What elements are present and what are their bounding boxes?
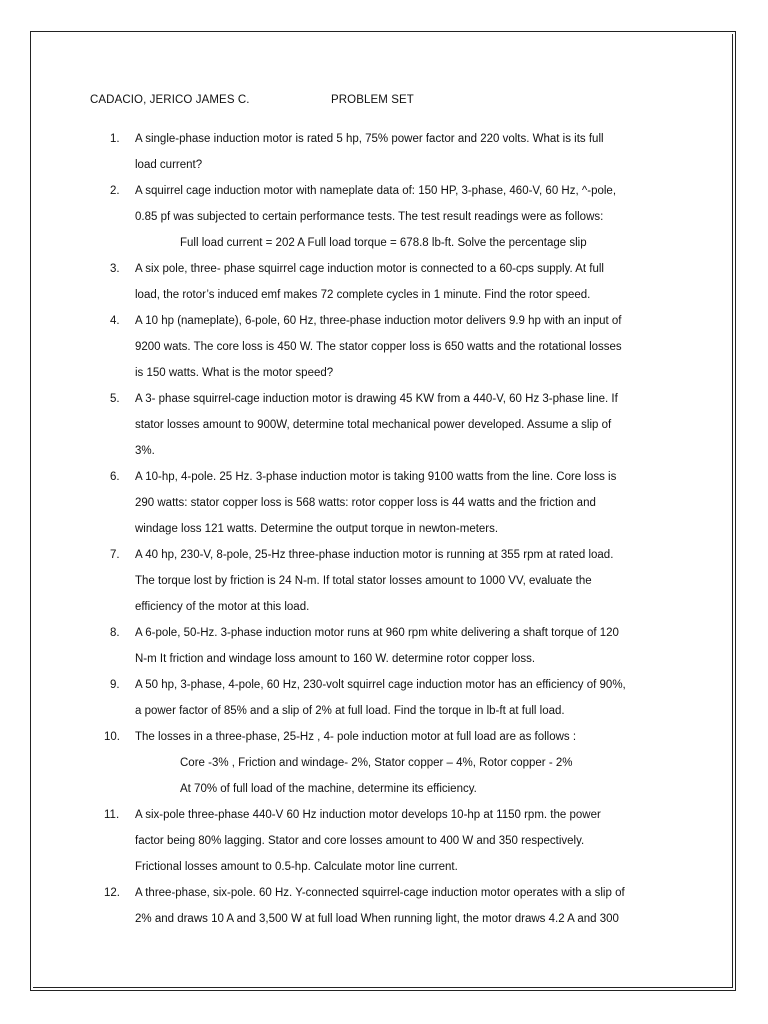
problem-text-line: N-m It friction and windage loss amount to 160 W. determine rotor copper loss. [135,653,536,665]
problem-number: 9. [110,679,120,691]
problem-text-line: is 150 watts. What is the motor speed? [135,367,334,379]
problem-number: 5. [110,393,120,405]
problem-text-line: A three-phase, six-pole. 60 Hz. Y-connected squirrel-cage induction motor operates with a slip of [135,887,625,899]
problem-number: 3. [110,263,120,275]
document-title: PROBLEM SET [331,94,414,106]
problem-text-line: At 70% of full load of the machine, determine its efficiency. [180,783,477,795]
problem-number: 12. [104,887,120,899]
problem-number: 11. [104,809,120,821]
problem-text-line: A six-pole three-phase 440-V 60 Hz induction motor develops 10-hp at 1150 rpm. the power [135,809,601,821]
problem-text-line: Full load current = 202 A Full load torque = 678.8 lb-ft. Solve the percentage slip [180,237,587,249]
document-header [90,94,414,106]
problem-text-line: A 10-hp, 4-pole. 25 Hz. 3-phase induction motor is taking 9100 watts from the line. Core loss is [135,471,617,483]
problem-text-line: A 6-pole, 50-Hz. 3-phase induction motor runs at 960 rpm white delivering a shaft torque of 120 [135,627,619,639]
problem-item [110,126,700,178]
problem-number: 8. [110,627,120,639]
problem-text-line: stator losses amount to 900W, determine total mechanical power developed. Assume a slip of [135,419,612,431]
problem-text-line: A squirrel cage induction motor with nameplate data of: 150 HP, 3-phase, 460-V, 60 Hz, ^-pole, [135,185,617,197]
problem-item [110,620,700,672]
problem-number: 4. [110,315,120,327]
problem-text-line: factor being 80% lagging. Stator and core losses amount to 400 W and 350 respectively. [135,835,585,847]
problem-item [110,178,700,256]
problem-text-line: Frictional losses amount to 0.5-hp. Calculate motor line current. [135,861,458,873]
problem-text-line: A 3- phase squirrel-cage induction motor is drawing 45 KW from a 440-V, 60 Hz 3-phase line. If [135,393,618,405]
problem-number: 7. [110,549,120,561]
student-name: CADACIO, JERICO JAMES C. [90,94,250,106]
problem-text-line: load, the rotor’s induced emf makes 72 complete cycles in 1 minute. Find the rotor speed. [135,289,591,301]
problem-text-line: A 10 hp (nameplate), 6-pole, 60 Hz, three-phase induction motor delivers 9.9 hp with an input of [135,315,622,327]
problem-text-line: a power factor of 85% and a slip of 2% at full load. Find the torque in lb-ft at full load. [135,705,565,717]
problem-text-line: A 40 hp, 230-V, 8-pole, 25-Hz three-phase induction motor is running at 355 rpm at rated load. [135,549,614,561]
problem-item [104,880,700,932]
problem-text-line: 9200 wats. The core loss is 450 W. The stator copper loss is 650 watts and the rotational losses [135,341,622,353]
problem-item [110,464,700,542]
problem-item [110,542,700,620]
problem-number: 10. [104,731,120,743]
problem-item [110,308,700,386]
problem-list [104,126,700,932]
problem-text-line: A single-phase induction motor is rated 5 hp, 75% power factor and 220 volts. What is its full [135,133,604,145]
problem-item [104,724,700,802]
problem-text-line: The torque lost by friction is 24 N-m. If total stator losses amount to 1000 VV, evaluate the [135,575,592,587]
problem-text-line: efficiency of the motor at this load. [135,601,310,613]
problem-text-line: 3%. [135,445,155,457]
problem-text-line: A six pole, three- phase squirrel cage induction motor is connected to a 60-cps supply. At full [135,263,604,275]
problem-text-line: 290 watts: stator copper loss is 568 watts: rotor copper loss is 44 watts and the friction and [135,497,596,509]
problem-text-line: 2% and draws 10 A and 3,500 W at full load When running light, the motor draws 4.2 A and 300 [135,913,619,925]
problem-number: 1. [110,133,120,145]
problem-item [110,386,700,464]
problem-text-line: The losses in a three-phase, 25-Hz , 4- pole induction motor at full load are as follows : [135,731,577,743]
problem-number: 2. [110,185,120,197]
problem-item [110,256,700,308]
problem-item [110,672,700,724]
problem-text-line: 0.85 pf was subjected to certain performance tests. The test result readings were as follows: [135,211,604,223]
problem-item [104,802,700,880]
problem-number: 6. [110,471,120,483]
problem-text-line: Core -3% , Friction and windage- 2%, Stator copper – 4%, Rotor copper - 2% [180,757,573,769]
problem-text-line: load current? [135,159,203,171]
problem-text-line: windage loss 121 watts. Determine the output torque in newton-meters. [135,523,499,535]
problem-text-line: A 50 hp, 3-phase, 4-pole, 60 Hz, 230-volt squirrel cage induction motor has an efficiency of 90%, [135,679,626,691]
